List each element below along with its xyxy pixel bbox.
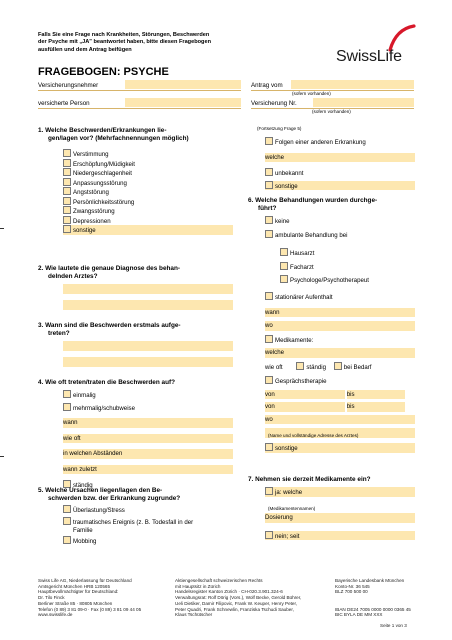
row-wann-zuletzt[interactable] <box>63 465 233 475</box>
option-label: Psychologe/Psychotherapeut <box>290 277 369 284</box>
row-abstaende[interactable] <box>63 449 233 459</box>
option-label: Angststörung <box>73 189 109 196</box>
option-label: Niedergeschlagenheit <box>73 170 132 177</box>
footer-line: Konto-Nr. 36 545 <box>335 583 370 589</box>
row-label: wann zuletzt <box>63 465 97 473</box>
question-1-line: gen/lagen vor? (Mehrfachnennungen möglich) <box>48 135 189 142</box>
question-3-title <box>38 322 238 338</box>
footer-line: Verwaltungsrat: Rolf Dörig (Vors.), Wolf Becke, Gerold Bührer, <box>175 595 302 601</box>
von-field[interactable] <box>265 402 345 412</box>
row-label: von <box>265 403 275 410</box>
arzt-note: (Name und vollständige Adresse des Arztes) <box>268 433 359 438</box>
checkbox[interactable] <box>265 335 273 343</box>
erstmals-field[interactable] <box>63 357 233 367</box>
option-label: Zwangsstörung <box>73 208 115 215</box>
checkbox[interactable] <box>265 137 273 145</box>
row-welche[interactable] <box>265 348 415 358</box>
row-label: wo <box>265 322 273 329</box>
row-label: wann <box>265 308 280 316</box>
antrag-vom-field[interactable] <box>291 80 414 89</box>
checkbox-staendig[interactable] <box>296 362 304 370</box>
checkbox-bei-bedarf[interactable] <box>334 362 342 370</box>
row-label: welche <box>265 349 284 356</box>
question-4-title: 4. Wie oft treten/traten die Beschwerden auf? <box>38 379 176 386</box>
option-stationaer[interactable] <box>265 292 415 302</box>
question-7-options <box>265 487 415 497</box>
row-wie-oft[interactable] <box>63 434 233 444</box>
footer-line: Peter Quadri, Frank Schnewlin, Franziska Tschudi Sauber, <box>175 606 294 612</box>
checkbox[interactable] <box>63 390 71 398</box>
checkbox[interactable] <box>63 168 71 176</box>
row-label: wann <box>63 419 78 426</box>
question-6-line: führt? <box>258 205 277 212</box>
footer-line: IBAN DE24 7005 0000 0000 0365 45 <box>335 606 411 612</box>
option-sonstige[interactable] <box>265 443 415 453</box>
option-angststoerung[interactable] <box>63 187 233 197</box>
checkbox[interactable] <box>63 403 71 411</box>
row-label: wie oft <box>265 363 283 371</box>
option-label: Persönlichkeitsstörung <box>73 198 135 206</box>
footer-line: Telefon (0 89) 3 81 09-0 · Fax (0 89) 3 81 09 44 05 <box>38 606 142 612</box>
checkbox[interactable] <box>63 149 71 157</box>
option-ambulant[interactable] <box>265 230 415 240</box>
note-sofern-vorhanden: (sofern vorhanden) <box>292 91 331 96</box>
checkbox[interactable] <box>265 487 273 495</box>
option-label: Depressionen <box>73 217 111 225</box>
row-label: bis <box>346 390 355 398</box>
option-sonstige[interactable] <box>265 181 415 191</box>
row-von-bis <box>265 390 415 400</box>
option-medikamente[interactable] <box>265 335 415 345</box>
checkbox[interactable] <box>63 225 71 233</box>
checkbox[interactable] <box>63 517 71 525</box>
option-ja[interactable] <box>265 487 415 497</box>
checkbox[interactable] <box>63 206 71 214</box>
versicherungsnehmer-field[interactable] <box>125 80 241 89</box>
option-niedergeschlagenheit[interactable] <box>63 168 233 178</box>
option-label: Hausarzt <box>290 250 315 257</box>
note-sofern-vorhanden: (sofern vorhanden) <box>312 109 351 114</box>
question-5-line: schwerden bzw. der Erkrankung zugrunde? <box>48 495 181 502</box>
row-von-bis <box>265 402 415 412</box>
checkbox[interactable] <box>280 275 288 283</box>
swisslife-logo <box>336 22 422 74</box>
option-label: sonstige <box>73 227 96 234</box>
footer-line: BIC BYLA DE MM XXX <box>335 612 383 618</box>
divider <box>251 90 414 91</box>
checkbox[interactable] <box>265 376 273 384</box>
option-label: Facharzt <box>290 263 314 271</box>
option-folgen[interactable] <box>265 137 415 147</box>
option-traumatisch-cont: Familie <box>73 527 93 534</box>
row-label: Dosierung <box>265 514 293 521</box>
option-label: Mobbing <box>73 537 97 545</box>
option-label: Folgen einer anderen Erkrankung <box>275 139 366 146</box>
option-label: einmalig <box>73 392 96 399</box>
label-versicherungsnehmer: Versicherungsnehmer <box>38 82 99 89</box>
footer-line: Aktiengesellschaft schweizerischen Rechts <box>175 578 263 583</box>
footer-line: Swiss Life AG, Niederlassung für Deutschland <box>38 578 132 583</box>
option-label: ambulante Behandlung bei <box>275 231 348 239</box>
bis-field[interactable] <box>347 402 405 412</box>
option-label: ja: welche <box>275 489 303 496</box>
question-2-line: 2. Wie lautete die genaue Diagnose des behan- <box>38 265 180 272</box>
option-psychologe[interactable] <box>280 275 415 285</box>
versicherte-person-field[interactable] <box>125 98 241 107</box>
option-zwangsstoerung[interactable] <box>63 206 233 216</box>
row-wann[interactable] <box>265 308 415 318</box>
option-verstimmung[interactable] <box>63 149 233 159</box>
footer-line: Bayerische Landesbank München <box>335 578 405 583</box>
fortsetzung-note: (Fortsetzung Frage 5) <box>257 126 302 131</box>
question-7-title: 7. Nehmen sie derzeit Medikamente ein? <box>248 476 371 483</box>
question-4-options <box>63 390 233 490</box>
checkbox[interactable] <box>63 505 71 513</box>
question-2-title <box>38 265 238 281</box>
q6-sonstige <box>265 443 415 453</box>
option-label: ständig <box>73 482 93 489</box>
option-label: Erschöpfung/Müdigkeit <box>73 160 135 168</box>
checkbox[interactable] <box>265 292 273 300</box>
checkbox[interactable] <box>63 536 71 544</box>
von-field[interactable] <box>265 390 345 400</box>
question-6-line: 6. Welche Behandlungen wurden durchge- <box>248 197 378 204</box>
row-welche[interactable] <box>265 153 415 163</box>
option-nein[interactable] <box>265 531 415 541</box>
question-2-line: delnden Arztes? <box>48 273 98 280</box>
checkbox[interactable] <box>63 178 71 186</box>
question-1-line: 1. Welche Beschwerden/Erkrankungen lie- <box>38 127 167 134</box>
footer-col-1 <box>38 578 168 618</box>
option-label: traumatisches Ereignis (z. B. Todesfall in der <box>73 518 194 526</box>
checkbox[interactable] <box>265 181 273 189</box>
row-label: wie oft <box>63 434 81 442</box>
footer-line: BLZ 700 500 00 <box>335 589 368 595</box>
row-label: welche <box>265 153 284 161</box>
ambulant-options <box>280 248 415 285</box>
checkbox[interactable] <box>265 168 273 176</box>
row-wo[interactable] <box>265 415 415 425</box>
option-label: Überlastung/Stress <box>73 507 125 514</box>
option-unbekannt[interactable] <box>265 168 415 178</box>
footer-line: Klaus Tschütscher <box>175 612 213 618</box>
bis-field[interactable] <box>347 390 405 400</box>
footer-line: Amtsgericht München HRB 120565 <box>38 583 111 589</box>
versicherung-nr-field[interactable] <box>313 98 414 107</box>
fold-mark <box>0 456 4 457</box>
checkbox[interactable] <box>63 187 71 195</box>
footer-line: www.swisslife.de <box>38 612 73 618</box>
option-label: Gesprächstherapie <box>275 378 327 385</box>
footer-col-3 <box>335 578 435 618</box>
row-label: wo <box>265 415 273 423</box>
option-mehrmalig[interactable] <box>63 403 233 413</box>
intro-line: ausfüllen und dem Antrag beifügen <box>38 46 132 53</box>
q5-continuation <box>265 137 415 190</box>
page-number: Seite 1 von 3 <box>380 623 407 628</box>
checkbox[interactable] <box>265 531 273 539</box>
question-5-line: 5. Welche Ursachen liegen/lagen den Be- <box>38 487 163 494</box>
row-dosierung[interactable] <box>265 513 415 523</box>
logo-wordmark: SwissLife <box>336 48 402 65</box>
intro-line: der Psyche mit „JA" beantwortet haben, bitte diesen Fragebogen <box>38 39 211 46</box>
footer-line: Berliner Straße 85 · 80805 München <box>38 600 113 606</box>
checkbox[interactable] <box>280 262 288 270</box>
option-keine[interactable] <box>265 216 415 226</box>
intro-line: Falls Sie eine Frage nach Krankheiten, Störungen, Beschwerden <box>38 32 210 38</box>
diagnose-field[interactable] <box>63 284 233 294</box>
medikamentennamen-note: (Medikamentennamen) <box>268 506 316 511</box>
checkbox[interactable] <box>63 159 71 167</box>
erstmals-field[interactable] <box>63 341 233 351</box>
option-label: Medikamente: <box>275 336 314 344</box>
checkbox[interactable] <box>265 216 273 224</box>
footer-line: Hauptbevollmächtigter für Deutschland: <box>38 589 119 595</box>
diagnose-field[interactable] <box>63 300 233 310</box>
row-wie-oft <box>265 362 415 372</box>
checkbox[interactable] <box>63 216 71 224</box>
option-label: sonstige <box>275 445 298 452</box>
footer-line: Handelsregister Kanton Zürich · CH-020.3.901.324-6 <box>175 589 283 595</box>
question-6-options <box>265 216 415 239</box>
option-sonstige[interactable] <box>63 225 233 235</box>
question-3-line: 3. Wann sind die Beschwerden erstmals aufge- <box>38 322 181 329</box>
option-label: Anpassungsstörung <box>73 179 127 187</box>
question-7-more <box>265 513 415 540</box>
checkbox[interactable] <box>265 230 273 238</box>
question-6-more <box>265 292 415 438</box>
option-facharzt[interactable] <box>280 262 415 272</box>
checkbox[interactable] <box>265 443 273 451</box>
row-wann[interactable] <box>63 418 233 428</box>
option-label: bei Bedarf <box>343 363 372 371</box>
intro-text <box>38 32 278 54</box>
fold-mark <box>0 228 4 229</box>
question-1-title <box>38 127 233 143</box>
question-1-options <box>63 149 233 235</box>
option-label: unbekannt <box>275 170 304 177</box>
row-label: in welchen Abständen <box>63 450 123 457</box>
page-title: FRAGEBOGEN: PSYCHE <box>38 66 169 78</box>
option-einmalig[interactable] <box>63 390 233 400</box>
row-label: von <box>265 390 275 398</box>
option-traumatisch[interactable] <box>63 517 238 527</box>
option-hausarzt[interactable] <box>280 248 415 258</box>
option-label: keine <box>275 218 290 225</box>
question-3-line: treten? <box>48 330 70 337</box>
option-gespraechstherapie[interactable] <box>265 376 415 386</box>
option-anpassungsstoerung[interactable] <box>63 178 233 188</box>
option-label: stationärer Aufenthalt <box>275 294 333 301</box>
option-label: nein; seit <box>275 532 300 540</box>
option-persoenlichkeitsstoerung[interactable] <box>63 197 233 207</box>
option-depressionen[interactable] <box>63 216 233 226</box>
footer-col-2 <box>175 578 320 618</box>
divider <box>38 108 241 109</box>
footer-line: Dr. Tilo Finck <box>38 595 65 601</box>
row-label: bis <box>346 403 355 410</box>
question-5-options <box>63 505 238 545</box>
checkbox[interactable] <box>280 248 288 256</box>
option-label: sonstige <box>275 182 298 190</box>
question-5-title <box>38 487 238 503</box>
label-versicherung-nr: Versicherung Nr. <box>251 100 297 107</box>
option-label: Verstimmung <box>73 151 109 158</box>
option-mobbing[interactable] <box>63 536 238 546</box>
option-erschoepfung[interactable] <box>63 159 233 169</box>
checkbox[interactable] <box>63 197 71 205</box>
footer-line: Ueli Dietiker, Damir Filipovic, Frank W. Keuper, Henry Peter, <box>175 600 298 606</box>
option-label: ständig <box>306 363 326 371</box>
divider <box>38 90 241 91</box>
label-antrag-vom: Antrag vom <box>251 82 283 89</box>
option-label: mehrmalig/schubweise <box>73 404 135 412</box>
question-6-title <box>248 197 418 213</box>
option-ueberlastung[interactable] <box>63 505 238 515</box>
row-wo[interactable] <box>265 321 415 331</box>
footer-line: mit Hauptsitz in Zürich <box>175 583 221 589</box>
label-versicherte-person: versicherte Person <box>38 100 90 107</box>
